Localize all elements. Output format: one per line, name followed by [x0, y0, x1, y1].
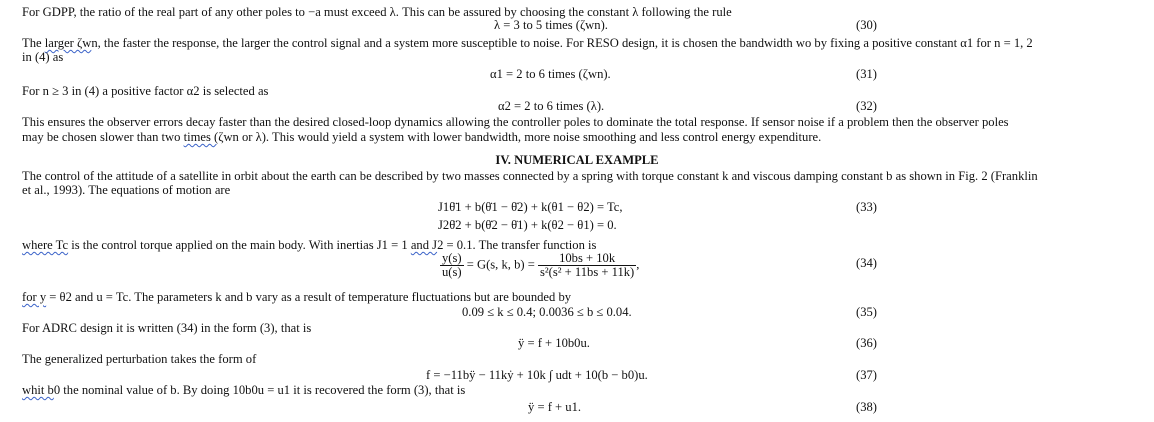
equation-32: α2 = 2 to 6 times (λ). [498, 99, 605, 113]
text-segment: ζwn or λ). This would yield a system with lower bandwidth, more noise smoothing and less control energy expenditure. [218, 130, 822, 144]
equation-33-line-2: J2θ̈2 + b(θ̇2 − θ̇1) + k(θ2 − θ1) = 0. [438, 218, 617, 232]
equation-38: ÿ = f + u1. [528, 400, 582, 414]
text-segment: 1 = 1 [381, 238, 411, 252]
paragraph-line-5: This ensures the observer errors decay faster than the desired closed-loop dynamics allowing the controller poles to dominate the total response. If sensor noise if a problem then the observer poles [22, 115, 1009, 129]
text-segment: o by fixing a positive constant α [804, 36, 967, 50]
paragraph-line-12: The generalized perturbation takes the form of [22, 352, 257, 366]
paragraph-line-3: in (4) as [22, 50, 64, 64]
paragraph-line-8: et al., 1993). The equations of motion are [22, 183, 231, 197]
equation-number-36: (36) [856, 336, 877, 350]
equation-number-34: (34) [856, 256, 877, 270]
equation-37: f = −11bÿ − 11kẏ + 10k ∫ udt + 10(b − b0)u. [426, 368, 648, 382]
equation-34 [440, 252, 639, 279]
paragraph-line-9 [22, 238, 1142, 252]
section-heading: IV. NUMERICAL EXAMPLE [495, 153, 659, 167]
fraction-numerator: 10bs + 10k [538, 252, 636, 266]
fraction-denominator: u(s) [442, 265, 462, 279]
paragraph-line-13 [22, 383, 1142, 397]
paragraph-line-10 [22, 290, 1142, 304]
text-segment: 2 = 0.1. The transfer function is [437, 238, 597, 252]
equation-35: 0.09 ≤ k ≤ 0.4; 0.0036 ≤ b ≤ 0.04. [462, 305, 632, 319]
paragraph-line-4: For n ≥ 3 in (4) a positive factor α2 is selected as [22, 84, 269, 98]
text-segment: 1 for n = 1, 2 [966, 36, 1033, 50]
equation-text: , [636, 257, 640, 272]
spelling-error-underline: times ( [183, 130, 219, 144]
equation-31: α1 = 2 to 6 times (ζwn). [490, 67, 611, 81]
paragraph-line-2 [22, 36, 1142, 50]
text-segment: n, the faster the response, the larger the control signal and a system more susceptible to noise. For RESO design, it is chosen the bandwidth w [91, 36, 805, 50]
equation-number-35: (35) [856, 305, 877, 319]
paragraph-line-7: The control of the attitude of a satellite in orbit about the earth can be described by two masses connected by a spring with torque constant k and viscous damping constant b as shown in Fig. 2 (Franklin [22, 169, 1038, 183]
equation-33-line-1: J1θ̈1 + b(θ̇1 − θ̇2) + k(θ1 − θ2) = Tc, [438, 200, 623, 214]
paragraph-line-6 [22, 130, 1142, 144]
paragraph-line-1: For GDPP, the ratio of the real part of any other poles to −a must exceed λ. This can be assured by choosing the constant λ following the rule [22, 5, 732, 19]
spelling-error-underline: where Tc [22, 238, 69, 252]
equation-30: λ = 3 to 5 times (ζwn). [494, 18, 608, 32]
fraction-right [538, 252, 636, 279]
spelling-error-underline: and J [410, 238, 438, 252]
text-segment: may be chosen slower than two [22, 130, 184, 144]
equation-number-30: (30) [856, 18, 877, 32]
equation-number-32: (32) [856, 99, 877, 113]
spelling-error-underline: larger ζw [44, 36, 92, 50]
spelling-error-underline: for y [22, 290, 47, 304]
equation-text: = G(s, k, b) = [463, 257, 538, 272]
text-segment: 0 the nominal value of b. By doing 10b0u = u1 it is recovered the form (3), that is [53, 383, 466, 397]
equation-number-33: (33) [856, 200, 877, 214]
fraction-numerator: y(s) [442, 251, 462, 265]
text-segment: is the control torque applied on the main body. With inertias J [68, 238, 382, 252]
fraction-denominator: s²(s² + 11bs + 11k) [539, 265, 635, 279]
fraction-left [440, 252, 464, 279]
equation-number-31: (31) [856, 67, 877, 81]
equation-36: ÿ = f + 10b0u. [518, 336, 590, 350]
spelling-error-underline: whit b [22, 383, 54, 397]
text-segment: = θ2 and u = Tc. The parameters k and b vary as a result of temperature fluctuations but are bounded by [46, 290, 572, 304]
text-segment: The [22, 36, 45, 50]
paragraph-line-11: For ADRC design it is written (34) in the form (3), that is [22, 321, 312, 335]
equation-number-37: (37) [856, 368, 877, 382]
equation-number-38: (38) [856, 400, 877, 414]
